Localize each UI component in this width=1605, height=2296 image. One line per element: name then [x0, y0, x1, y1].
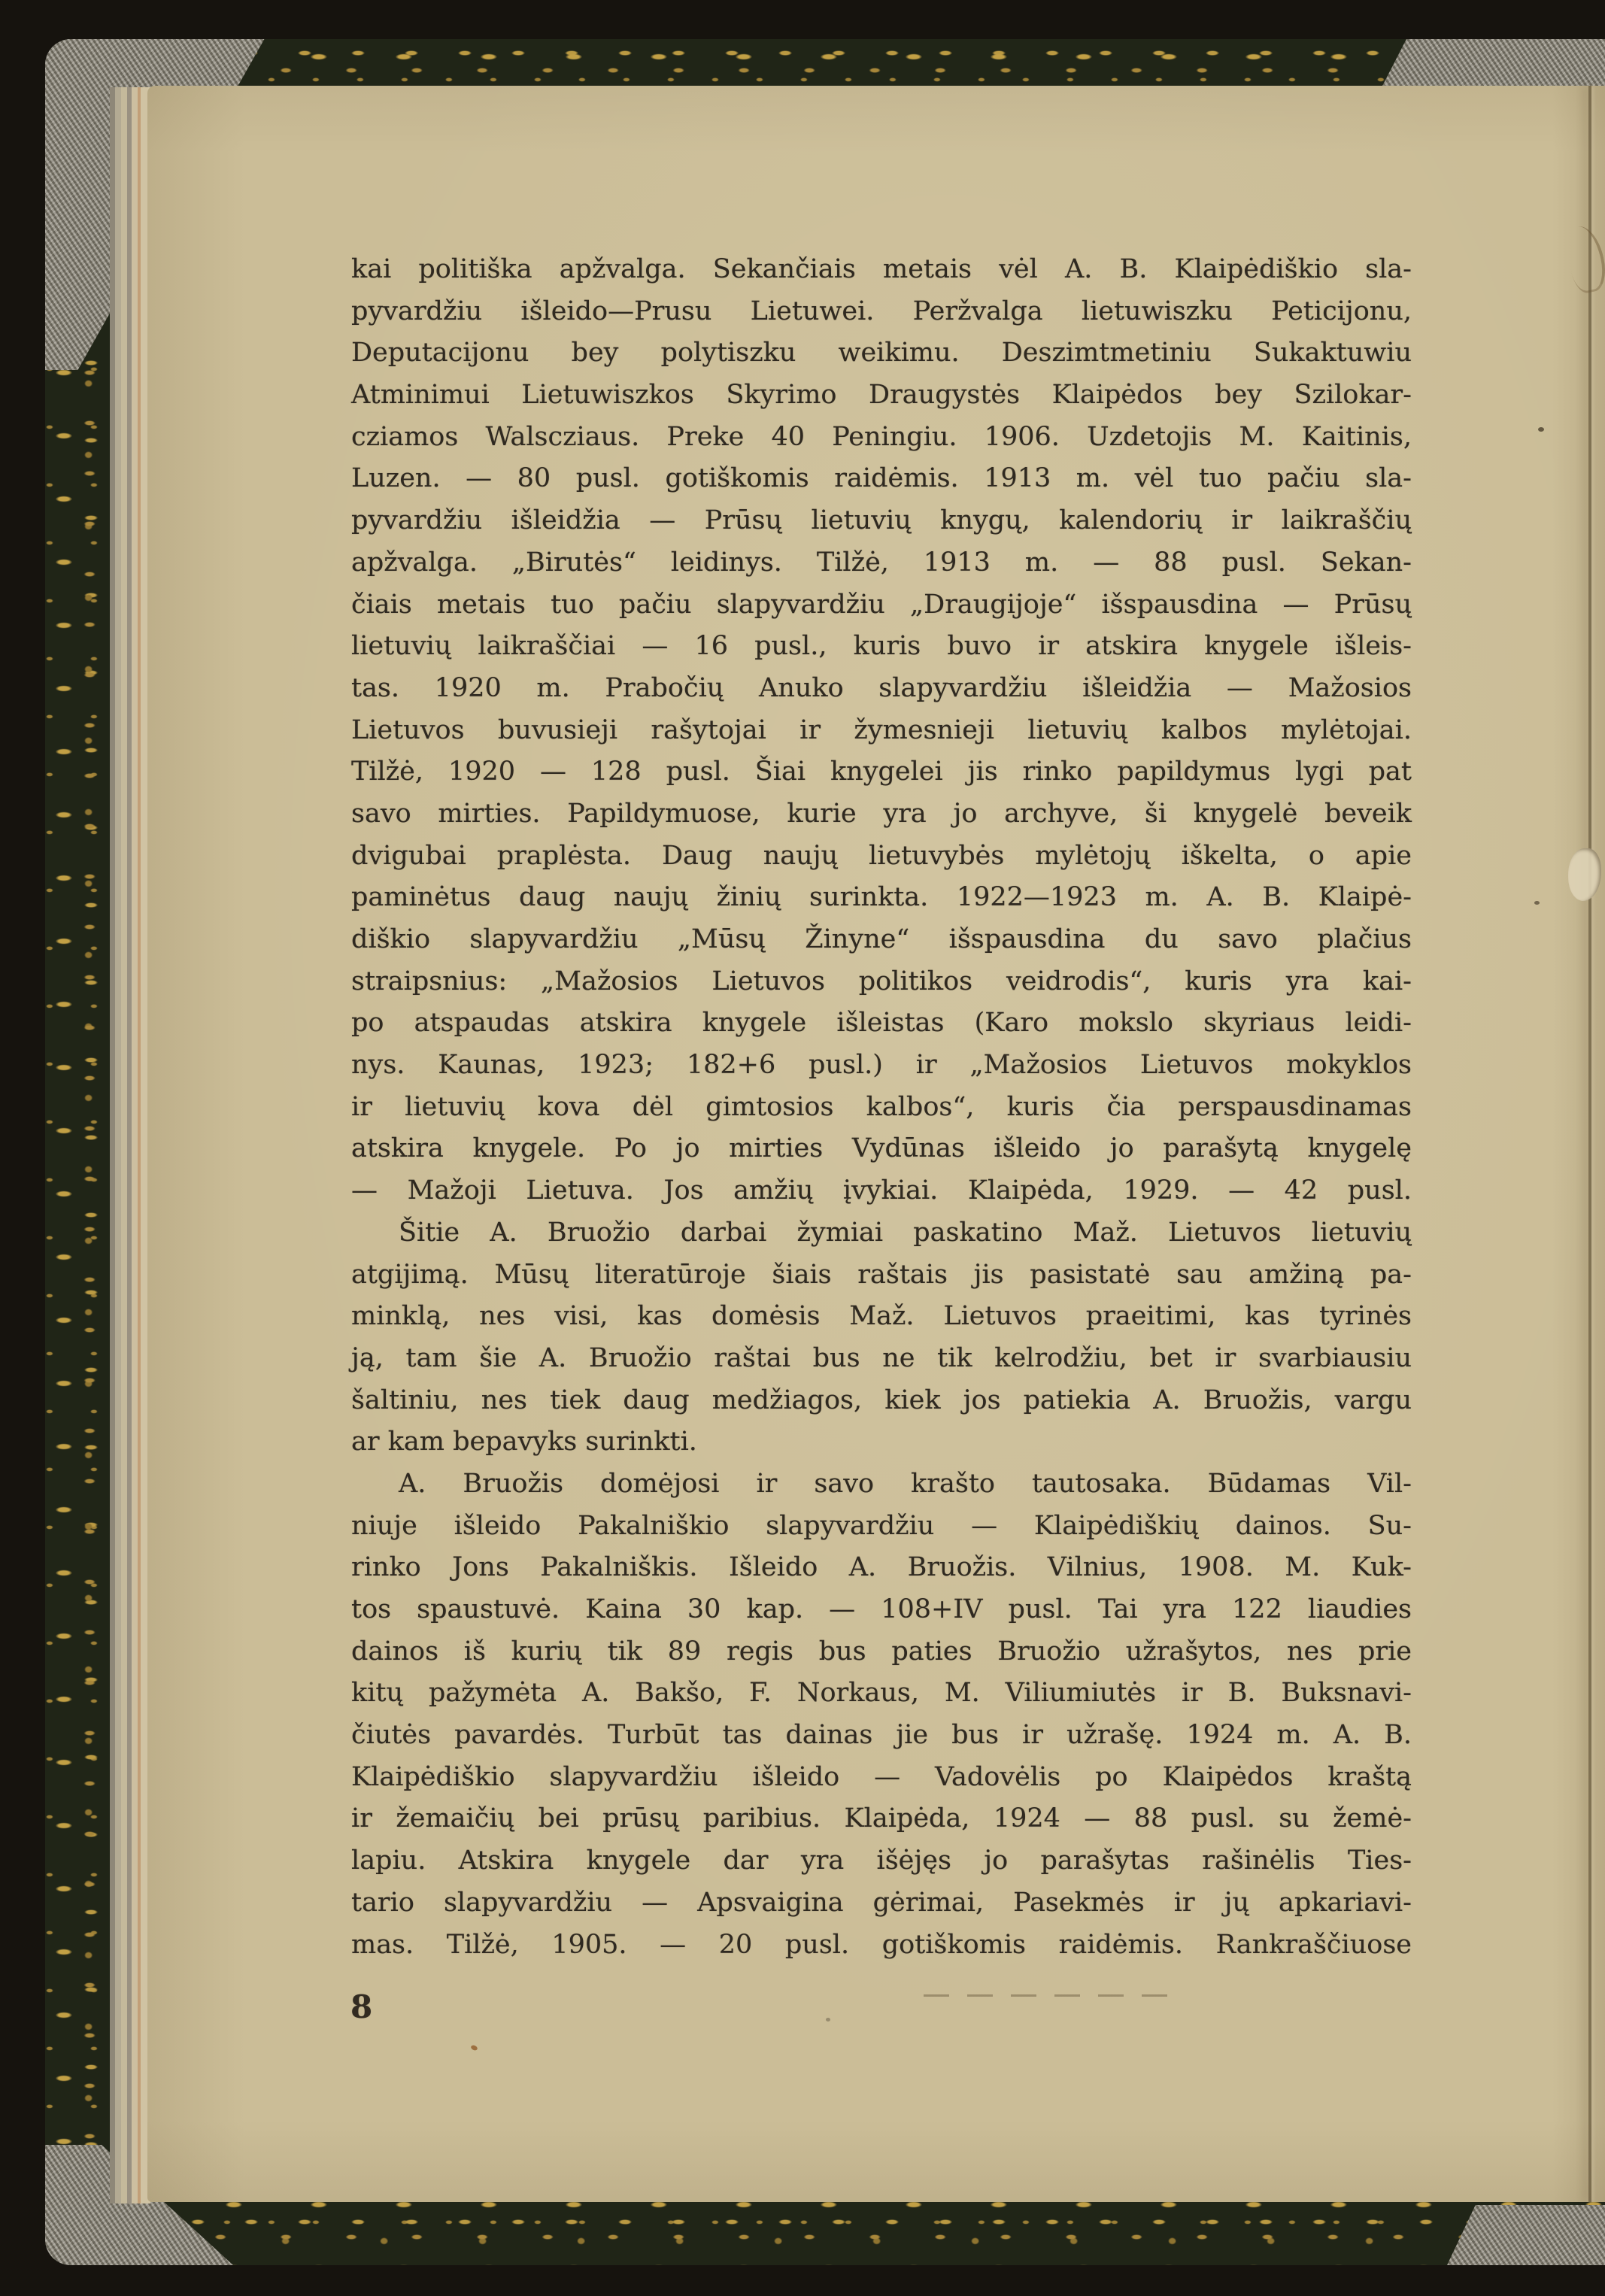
text-line: čiutės pavardės. Turbūt tas dainas jie bus ir užrašę. 1924 m. A. B. — [351, 1720, 1412, 1751]
text-line: Deputacijonu bey polytiszku weikimu. Deszimtmetiniu Sukaktuwiu — [351, 338, 1412, 369]
speck — [1534, 901, 1540, 905]
text-block — [351, 249, 1412, 1966]
text-line: kai politiška apžvalga. Sekančiais metais vėl A. B. Klaipėdiškio sla- — [351, 254, 1412, 284]
pencil-dashes — [924, 1994, 1176, 1997]
text-line: kitų pažymėta A. Bakšo, F. Norkaus, M. Viliumiutės ir B. Buksnavi- — [351, 1678, 1412, 1709]
text-line: — Mažoji Lietuva. Jos amžių įvykiai. Klaipėda, 1929. — 42 pusl. — [351, 1175, 1412, 1206]
text-line: ją, tam šie A. Bruožio raštai bus ne tik kelrodžiu, bet ir svarbiausiu — [351, 1342, 1412, 1373]
text-line: Klaipėdiškio slapyvardžiu išleido — Vadovėlis po Klaipėdos kraštą — [351, 1761, 1412, 1792]
page-number: 8 — [350, 1988, 373, 2025]
speck — [1538, 427, 1544, 432]
text-line: Atminimui Lietuwiszkos Skyrimo Draugystės Klaipėdos bey Szilokar- — [351, 380, 1412, 411]
text-line: tas. 1920 m. Prabočių Anuko slapyvardžiu išleidžia — Mažosios — [351, 672, 1412, 703]
text-line: lapiu. Atskira knygele dar yra išėjęs jo parašytas rašinėlis Ties- — [351, 1846, 1412, 1876]
text-line: šaltiniu, nes tiek daug medžiagos, kiek jos patiekia A. Bruožis, vargu — [351, 1385, 1412, 1415]
text-line: pyvardžiu išleido—Prusu Lietuwei. Peržvalga lietuwiszku Peticijonu, — [351, 296, 1412, 326]
text-line: tos spaustuvė. Kaina 30 kap. — 108+IV pusl. Tai yra 122 liaudies — [351, 1594, 1412, 1624]
text-line: atgijimą. Mūsų literatūroje šiais raštais jis pasistatė sau amžiną pa- — [351, 1259, 1412, 1290]
text-line: A. Bruožis domėjosi ir savo krašto tautosaka. Būdamas Vil- — [399, 1468, 1412, 1499]
text-line: niuje išleido Pakalniškio slapyvardžiu — Klaipėdiškių dainos. Su- — [351, 1510, 1412, 1541]
text-line: diškio slapyvardžiu „Mūsų Žinyne“ išspausdina du savo plačius — [351, 924, 1412, 954]
text-line: savo mirties. Papildymuose, kurie yra jo archyve, ši knygelė beveik — [351, 798, 1412, 829]
text-line: Tilžė, 1920 — 128 pusl. Šiai knygelei jis rinko papildymus lygi pat — [351, 757, 1412, 787]
cloth-corner-bottom-right — [1447, 2205, 1605, 2265]
text-line: Šitie A. Bruožio darbai žymiai paskatino Maž. Lietuvos lietuvių — [399, 1217, 1412, 1248]
text-line: rinko Jons Pakalniškis. Išleido A. Bruožis. Vilnius, 1908. M. Kuk- — [351, 1552, 1412, 1583]
text-line: Lietuvos buvusieji rašytojai ir žymesnieji lietuvių kalbos mylėtojai. — [351, 714, 1412, 745]
text-line: nys. Kaunas, 1923; 182+6 pusl.) ir „Mažosios Lietuvos mokyklos — [351, 1050, 1412, 1081]
text-line: straipsnius: „Mažosios Lietuvos politikos veidrodis“, kuris yra kai- — [351, 966, 1412, 996]
text-line: čiais metais tuo pačiu slapyvardžiu „Draugijoje“ išspausdina — Prūsų — [351, 589, 1412, 620]
text-line: atskira knygele. Po jo mirties Vydūnas išleido jo parašytą knygelę — [351, 1133, 1412, 1164]
cloth-corner-top-right — [1379, 39, 1605, 92]
speck — [826, 2018, 830, 2022]
text-line: paminėtus daug naujų žinių surinkta. 1922—1923 m. A. B. Klaipė- — [351, 882, 1412, 913]
text-line: ar kam bepavyks surinkti. — [351, 1427, 697, 1457]
text-line: cziamos Walscziaus. Preke 40 Peningiu. 1906. Uzdetojis M. Kaitinis, — [351, 421, 1412, 452]
text-line: mas. Tilžė, 1905. — 20 pusl. gotiškomis raidėmis. Rankraščiuose — [351, 1929, 1412, 1960]
text-line: pyvardžiu išleidžia — Prūsų lietuvių knygų, kalendorių ir laikraščių — [351, 505, 1412, 536]
text-line: dainos iš kurių tik 89 regis bus paties Bruožio užrašytos, nes prie — [351, 1636, 1412, 1667]
text-line: ir lietuvių kova dėl gimtosios kalbos“, kuris čia perspausdinamas — [351, 1091, 1412, 1122]
gutter-crease — [1588, 86, 1591, 2202]
page-edge-stack — [110, 87, 150, 2203]
text-line: tario slapyvardžiu — Apsvaigina gėrimai, Pasekmės ir jų apkariavi- — [351, 1887, 1412, 1918]
text-line: Luzen. — 80 pusl. gotiškomis raidėmis. 1913 m. vėl tuo pačiu sla- — [351, 463, 1412, 494]
text-line: po atspaudas atskira knygele išleistas (Karo mokslo skyriaus leidi- — [351, 1008, 1412, 1039]
text-line: apžvalga. „Birutės“ leidinys. Tilžė, 1913 m. — 88 pusl. Sekan- — [351, 547, 1412, 578]
text-line: dvigubai praplėsta. Daug naujų lietuvybės mylėtojų iškelta, o apie — [351, 840, 1412, 871]
text-line: ir žemaičių bei prūsų paribius. Klaipėda, 1924 — 88 pusl. su žemė- — [351, 1803, 1412, 1834]
text-line: minklą, nes visi, kas domėsis Maž. Lietuvos praeitimi, kas tyrinės — [351, 1301, 1412, 1332]
text-line: lietuvių laikraščiai — 16 pusl., kuris buvo ir atskira knygele išleis- — [351, 631, 1412, 662]
